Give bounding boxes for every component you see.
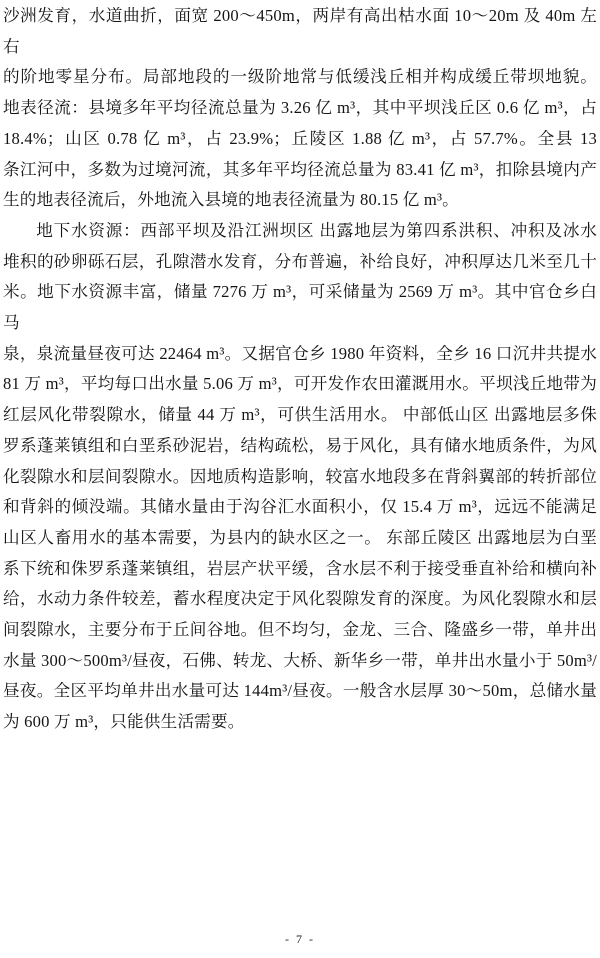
text-line: 给，水动力条件较差，蓄水程度决定于风化裂隙发育的深度。为风化裂隙水和层 <box>3 589 597 609</box>
text-line: 81 万 m³，平均每口出水量 5.06 万 m³，可开发作农田灌溉用水。平坝浅丘地带为 <box>3 374 597 394</box>
text-line: 为 600 万 m³，只能供生活需要。 <box>3 712 245 732</box>
page-footer <box>0 930 600 948</box>
text-line: 地下水资源：西部平坝及沿江洲坝区 出露地层为第四系洪积、冲积及冰水 <box>36 220 597 240</box>
text-line: 系下统和侏罗系蓬莱镇组，岩层产状平缓，含水层不利于接受垂直补给和横向补 <box>3 558 597 578</box>
text-line: 的阶地零星分布。局部地段的一级阶地常与低缓浅丘相并构成缓丘带坝地貌。 <box>3 67 597 87</box>
text-line: 水量 300～500m³/昼夜，石佛、转龙、大桥、新华乡一带，单井出水量小于 50m³/ <box>3 650 597 670</box>
text-line: 红层风化带裂隙水，储量 44 万 m³，可供生活用水。 中部低山区 出露地层多侏 <box>3 405 597 425</box>
text-line: 昼夜。全区平均单井出水量可达 144m³/昼夜。一般含水层厚 30～50m，总储水量 <box>3 681 597 701</box>
text-line: 沙洲发育，水道曲折，面宽 200～450m，两岸有高出枯水面 10～20m 及 40m 左右 <box>3 6 597 56</box>
text-line: 罗系蓬莱镇组和白垩系砂泥岩，结构疏松，易于风化，具有储水地质条件，为风 <box>3 435 597 455</box>
text-line: 间裂隙水，主要分布于丘间谷地。但不均匀，金龙、三合、隆盛乡一带，单井出 <box>3 620 597 640</box>
text-line: 泉，泉流量昼夜可达 22464 m³。又据官仓乡 1980 年资料，全乡 16 口沉井共提水 <box>3 343 597 363</box>
text-line: 18.4%；山区 0.78 亿 m³，占 23.9%；丘陵区 1.88 亿 m³，占 57.7%。全县 13 <box>3 128 597 148</box>
text-line: 和背斜的倾没端。其储水量由于沟谷汇水面积小，仅 15.4 万 m³，远远不能满足 <box>3 497 597 517</box>
text-line: 山区人畜用水的基本需要，为县内的缺水区之一。 东部丘陵区 出露地层为白垩 <box>3 527 597 547</box>
text-line: 化裂隙水和层间裂隙水。因地质构造影响，较富水地段多在背斜翼部的转折部位 <box>3 466 597 486</box>
page-number: - 7 - <box>285 932 315 946</box>
text-line: 地表径流：县境多年平均径流总量为 3.26 亿 m³，其中平坝浅丘区 0.6 亿 m³，占 <box>3 98 597 118</box>
text-line: 堆积的砂卵砾石层，孔隙潜水发育，分布普遍，补给良好，冲积厚达几米至几十 <box>3 251 597 271</box>
text-line: 生的地表径流后，外地流入县境的地表径流量为 80.15 亿 m³。 <box>3 190 459 210</box>
text-line: 条江河中，多数为过境河流，其多年平均径流总量为 83.41 亿 m³，扣除县境内产 <box>3 159 597 179</box>
text-line: 米。地下水资源丰富，储量 7276 万 m³，可采储量为 2569 万 m³。其中官仓乡白马 <box>3 282 597 333</box>
